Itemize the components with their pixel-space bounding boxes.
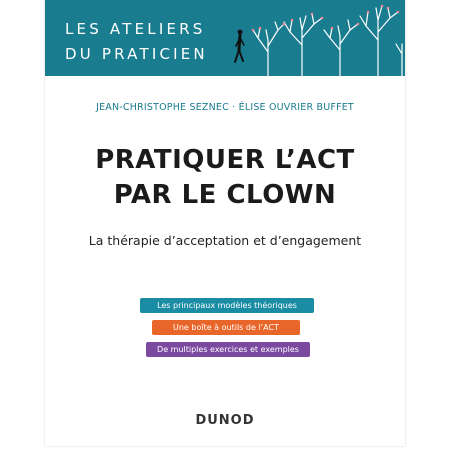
book-title-line2: PAR LE CLOWN (113, 180, 337, 210)
series-banner (45, 0, 405, 76)
book-subtitle: La thérapie d’acceptation et d’engagement (88, 233, 362, 248)
badge-toolbox: Une boîte à outils de l’ACT (152, 320, 300, 335)
badge-theoretical-models: Les principaux modèles théoriques (140, 298, 314, 313)
trees-illustration (220, 0, 405, 76)
book-title-line1: PRATIQUER L’ACT (95, 145, 355, 175)
book-cover (45, 0, 405, 446)
badge-exercises: De multiples exercices et exemples (146, 342, 310, 357)
authors: JEAN-CHRISTOPHE SEZNEC · ÉLISE OUVRIER BUFFET (96, 102, 354, 113)
series-title-line1: LES ATELIERS (65, 20, 206, 38)
series-title-line2: DU PRATICIEN (65, 45, 208, 63)
publisher-logo: DUNOD (195, 413, 255, 428)
walking-figure (235, 30, 244, 62)
